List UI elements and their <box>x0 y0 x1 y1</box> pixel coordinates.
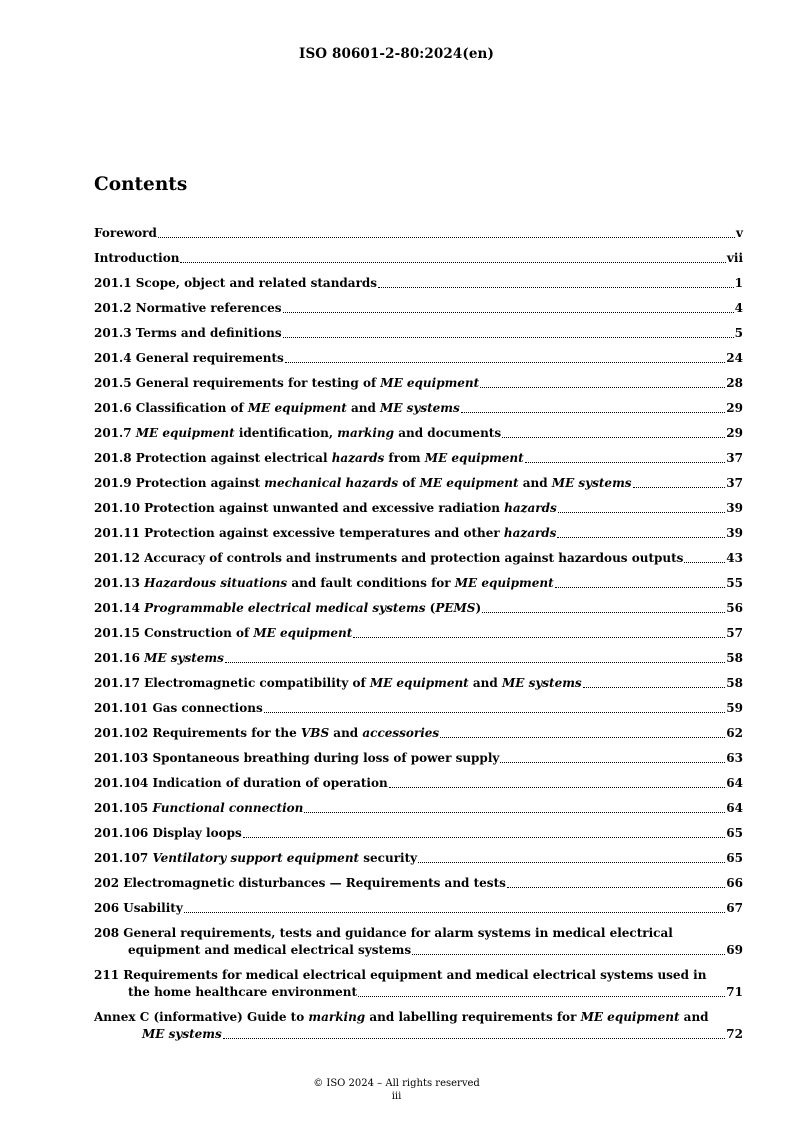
dot-leader <box>358 985 725 997</box>
toc-entry[interactable] <box>94 425 743 450</box>
toc-entry[interactable] <box>94 625 743 650</box>
dot-leader <box>283 301 734 313</box>
toc-page-number: 39 <box>726 526 743 540</box>
toc-page-number: 62 <box>726 726 743 740</box>
toc-entry-title: 201.12 Accuracy of controls and instruments and protection against hazardous outputs <box>94 551 684 565</box>
toc-page-number: 59 <box>726 701 743 715</box>
toc-entry[interactable] <box>94 1009 743 1051</box>
toc-entry-title: 201.1 Scope, object and related standards <box>94 276 378 290</box>
toc-page-number: 5 <box>734 326 743 340</box>
toc-entry[interactable] <box>94 800 743 825</box>
toc-entry-title: 201.106 Display loops <box>94 826 242 840</box>
dot-leader <box>158 226 735 238</box>
toc-entry[interactable] <box>94 375 743 400</box>
dot-leader <box>184 901 725 913</box>
page-footer <box>0 1077 793 1103</box>
toc-page-number: 1 <box>734 276 743 290</box>
toc-entry-title-line: Annex C (informative) Guide to marking and labelling requirements for ME equipment and <box>94 1010 709 1024</box>
dot-leader <box>264 701 726 713</box>
toc-page-number: 55 <box>726 576 743 590</box>
toc-page-number: 63 <box>726 751 743 765</box>
toc-page-number: 28 <box>726 376 743 390</box>
toc-page-number: 57 <box>726 626 743 640</box>
toc-entry[interactable] <box>94 575 743 600</box>
toc-entry-title: Introduction <box>94 251 180 265</box>
dot-leader <box>389 776 726 788</box>
copyright-notice: © ISO 2024 – All rights reserved <box>313 1078 480 1089</box>
dot-leader <box>378 276 734 288</box>
toc-page-number: 56 <box>726 601 743 615</box>
toc-entry[interactable] <box>94 300 743 325</box>
toc-entry[interactable] <box>94 550 743 575</box>
toc-page-number: 67 <box>726 901 743 915</box>
dot-leader <box>418 851 725 863</box>
toc-page-number: 58 <box>726 651 743 665</box>
toc-page-number: 37 <box>726 476 743 490</box>
toc-entry-title: 201.11 Protection against excessive temperatures and other hazards <box>94 526 557 540</box>
toc-entry-title: 201.4 General requirements <box>94 351 284 365</box>
toc-entry-title: 201.17 Electromagnetic compatibility of ME equipment and ME systems <box>94 676 582 690</box>
dot-leader <box>555 576 726 588</box>
toc-entry[interactable] <box>94 850 743 875</box>
toc-entry-title: 201.3 Terms and definitions <box>94 326 282 340</box>
dot-leader <box>684 551 725 563</box>
dot-leader <box>558 501 726 513</box>
toc-entry[interactable] <box>94 700 743 725</box>
toc-entry-title-line: 211 Requirements for medical electrical equipment and medical electrical systems used in <box>94 968 707 982</box>
toc-entry-title: 201.5 General requirements for testing of ME equipment <box>94 376 480 390</box>
toc-entry-title: 202 Electromagnetic disturbances — Requirements and tests <box>94 876 506 890</box>
toc-entry[interactable] <box>94 500 743 525</box>
toc-page-number: 29 <box>726 426 743 440</box>
toc-entry[interactable] <box>94 450 743 475</box>
dot-leader <box>223 1027 726 1039</box>
toc-entry-title: 201.6 Classification of ME equipment and ME systems <box>94 401 460 415</box>
dot-leader <box>285 351 726 363</box>
toc-page-number: 64 <box>726 776 743 790</box>
toc-entry[interactable] <box>94 650 743 675</box>
toc-page-number: 71 <box>726 985 743 999</box>
toc-entry[interactable] <box>94 250 743 275</box>
toc-entry-title: 201.107 Ventilatory support equipment security <box>94 851 418 865</box>
dot-leader <box>243 826 726 838</box>
dot-leader <box>583 676 726 688</box>
toc-entry[interactable] <box>94 750 743 775</box>
toc-entry-title: 201.8 Protection against electrical hazards from ME equipment <box>94 451 524 465</box>
dot-leader <box>225 651 725 663</box>
dot-leader <box>502 426 725 438</box>
toc-page-number: 66 <box>726 876 743 890</box>
toc-entry[interactable] <box>94 900 743 925</box>
toc-page-number: 69 <box>726 943 743 957</box>
toc-entry[interactable] <box>94 600 743 625</box>
dot-leader <box>500 751 725 763</box>
toc-page-number: 39 <box>726 501 743 515</box>
toc-page-number: 72 <box>726 1027 743 1041</box>
dot-leader <box>283 326 734 338</box>
toc-entry[interactable] <box>94 825 743 850</box>
toc-entry[interactable] <box>94 525 743 550</box>
toc-page-number: 58 <box>726 676 743 690</box>
toc-page-number: 24 <box>726 351 743 365</box>
table-of-contents <box>94 225 743 1051</box>
toc-entry[interactable] <box>94 400 743 425</box>
toc-entry-title: 206 Usability <box>94 901 183 915</box>
dot-leader <box>304 801 725 813</box>
toc-entry[interactable] <box>94 225 743 250</box>
dot-leader <box>412 943 725 955</box>
dot-leader <box>353 626 725 638</box>
toc-entry-title: 201.16 ME systems <box>94 651 224 665</box>
toc-entry-title: 201.102 Requirements for the VBS and accessories <box>94 726 440 740</box>
toc-page-number: v <box>736 226 743 240</box>
toc-entry-title: the home healthcare environment <box>128 985 358 999</box>
dot-leader <box>480 376 725 388</box>
toc-entry-title: 201.7 ME equipment identification, marking and documents <box>94 426 502 440</box>
toc-entry-title: 201.104 Indication of duration of operation <box>94 776 388 790</box>
toc-page-number: 65 <box>726 826 743 840</box>
toc-entry[interactable] <box>94 775 743 800</box>
toc-entry[interactable] <box>94 925 743 967</box>
page-title: Contents <box>94 174 188 195</box>
toc-entry[interactable] <box>94 875 743 900</box>
toc-entry[interactable] <box>94 725 743 750</box>
dot-leader <box>482 601 725 613</box>
toc-entry-title-line: 208 General requirements, tests and guidance for alarm systems in medical electrical <box>94 926 673 940</box>
document-header: ISO 80601-2-80:2024(en) <box>299 46 494 62</box>
toc-entry[interactable] <box>94 967 743 1009</box>
dot-leader <box>525 451 726 463</box>
toc-entry-title: Foreword <box>94 226 157 240</box>
dot-leader <box>440 726 725 738</box>
toc-entry[interactable] <box>94 675 743 700</box>
dot-leader <box>507 876 725 888</box>
toc-entry-title: equipment and medical electrical systems <box>128 943 412 957</box>
toc-entry-title: 201.2 Normative references <box>94 301 282 315</box>
toc-entry[interactable] <box>94 275 743 300</box>
toc-entry-title: 201.10 Protection against unwanted and excessive radiation hazards <box>94 501 557 515</box>
toc-entry-title: 201.105 Functional connection <box>94 801 304 815</box>
toc-page-number: 65 <box>726 851 743 865</box>
toc-page-number: 37 <box>726 451 743 465</box>
dot-leader <box>180 251 725 263</box>
toc-entry[interactable] <box>94 350 743 375</box>
toc-entry[interactable] <box>94 475 743 500</box>
toc-page-number: 64 <box>726 801 743 815</box>
toc-page-number: 43 <box>726 551 743 565</box>
toc-entry-title: 201.14 Programmable electrical medical systems (PEMS) <box>94 601 482 615</box>
dot-leader <box>633 476 726 488</box>
page-number: iii <box>391 1091 402 1102</box>
dot-leader <box>557 526 725 538</box>
toc-entry-title: ME systems <box>142 1027 222 1041</box>
toc-page-number: 4 <box>734 301 743 315</box>
toc-entry-title: 201.9 Protection against mechanical hazards of ME equipment and ME systems <box>94 476 632 490</box>
toc-entry-title: 201.13 Hazardous situations and fault conditions for ME equipment <box>94 576 554 590</box>
toc-entry-title: 201.103 Spontaneous breathing during loss of power supply <box>94 751 500 765</box>
toc-page-number: 29 <box>726 401 743 415</box>
toc-entry-title: 201.101 Gas connections <box>94 701 263 715</box>
toc-entry[interactable] <box>94 325 743 350</box>
toc-page-number: vii <box>726 251 743 265</box>
toc-entry-title: 201.15 Construction of ME equipment <box>94 626 353 640</box>
dot-leader <box>461 401 726 413</box>
